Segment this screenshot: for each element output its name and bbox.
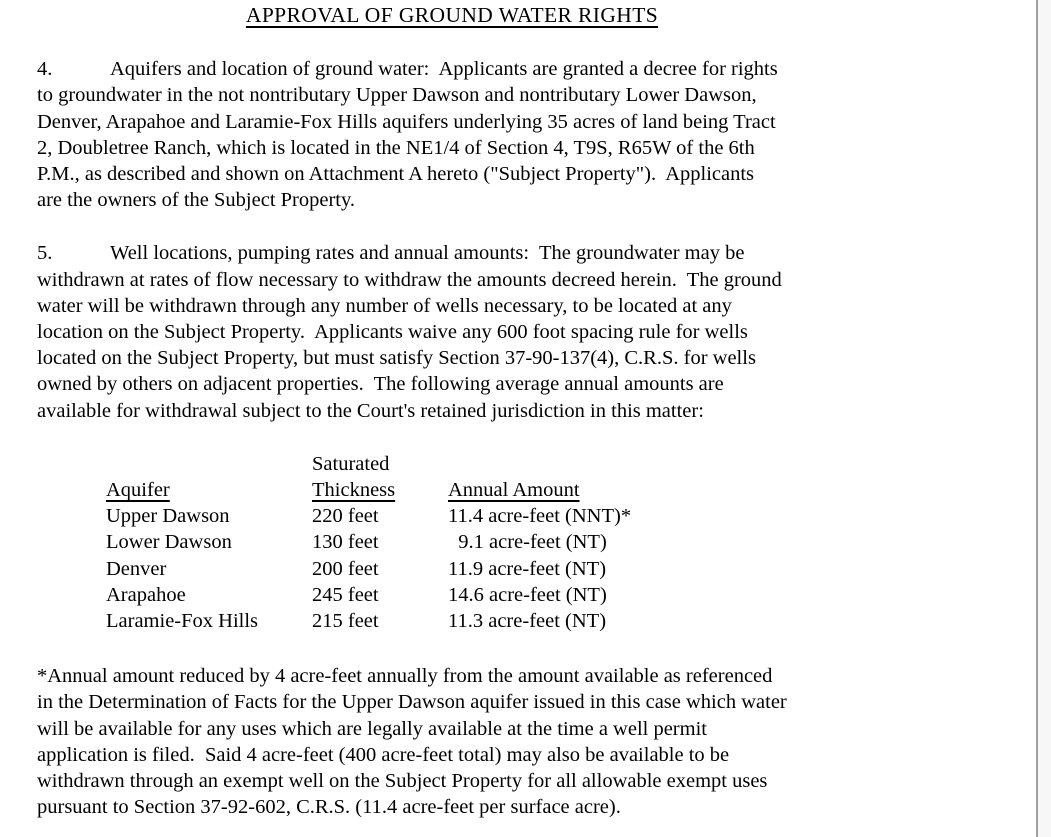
text-line: located on the Subject Property, but must satisfy Section 37-90-137(4), C.R.S. for wells (37, 347, 756, 370)
page-title: APPROVAL OF GROUND WATER RIGHTS (245, 3, 659, 27)
cell-amount: 11.9 acre-feet (NT) (448, 557, 607, 580)
text-line: withdrawn at rates of flow necessary to withdraw the amounts decreed herein. The ground (37, 268, 782, 291)
table-header-aquifer: Aquifer (106, 479, 170, 502)
table-header-row-1 (106, 451, 897, 477)
paragraph-number: 4. (37, 58, 53, 81)
text-line-content: Aquifers and location of ground water: Applicants are granted a decree for rights (110, 58, 778, 81)
paragraph-number: 5. (37, 242, 53, 265)
text-line: owned by others on adjacent properties. The following average annual amounts are (37, 373, 724, 396)
cell-thickness: 215 feet (312, 610, 379, 633)
cell-amount: 11.3 acre-feet (NT) (448, 610, 607, 633)
document-page (37, 2, 897, 820)
cell-aquifer: Denver (106, 557, 167, 580)
cell-thickness: 200 feet (312, 557, 379, 580)
text-line: will be available for any uses which are legally available at the time a well permit (37, 717, 707, 740)
text-line: P.M., as described and shown on Attachment A hereto ("Subject Property"). Applicants (37, 163, 755, 186)
table-header-saturated: Saturated (312, 452, 390, 475)
table-header-thickness: Thickness (312, 479, 396, 502)
table-header-annual-amount: Annual Amount (448, 479, 580, 502)
cell-aquifer: Lower Dawson (106, 531, 232, 554)
text-line: in the Determination of Facts for the Upper Dawson aquifer issued in this case which water (37, 691, 787, 714)
text-line: 2, Doubletree Ranch, which is located in the NE1/4 of Section 4, T9S, R65W of the 6th (37, 136, 755, 159)
title-row (37, 2, 867, 29)
paragraph-4 (37, 56, 897, 213)
table-header-row-2 (106, 477, 897, 503)
text-line: pursuant to Section 37-92-602, C.R.S. (11.4 acre-feet per surface acre). (37, 796, 621, 819)
text-line: to groundwater in the not nontributary Upper Dawson and nontributary Lower Dawson, (37, 84, 757, 107)
text-line: Denver, Arapahoe and Laramie-Fox Hills aquifers underlying 35 acres of land being Tract (37, 110, 776, 133)
text-line-content: Well locations, pumping rates and annual amounts: The groundwater may be (110, 242, 745, 265)
text-line: water will be withdrawn through any number of wells necessary, to be located at any (37, 294, 732, 317)
table-row (106, 582, 897, 608)
cell-aquifer: Upper Dawson (106, 505, 230, 528)
cell-thickness: 245 feet (312, 583, 379, 606)
text-line: withdrawn through an exempt well on the Subject Property for all allowable exempt uses (37, 770, 768, 793)
page-edge (1036, 0, 1051, 837)
cell-thickness: 220 feet (312, 505, 379, 528)
aquifer-table (106, 451, 897, 634)
cell-aquifer: Arapahoe (106, 583, 186, 606)
cell-amount: 9.1 acre-feet (NT) (448, 531, 607, 554)
cell-amount: 14.6 acre-feet (NT) (448, 583, 607, 606)
text-line: available for withdrawal subject to the Court's retained jurisdiction in this matter: (37, 399, 704, 422)
text-line: application is filed. Said 4 acre-feet (400 acre-feet total) may also be available to be (37, 743, 730, 766)
cell-amount: 11.4 acre-feet (NNT)* (448, 505, 632, 528)
cell-aquifer: Laramie-Fox Hills (106, 610, 259, 633)
text-line (37, 240, 897, 266)
table-row (106, 529, 897, 555)
text-line (37, 56, 897, 82)
table-header-spacer (106, 451, 312, 477)
footnote (37, 663, 897, 820)
table-row (106, 503, 897, 529)
text-line: location on the Subject Property. Applicants waive any 600 foot spacing rule for wells (37, 321, 748, 344)
cell-thickness: 130 feet (312, 531, 379, 554)
table-row (106, 608, 897, 634)
paragraph-5 (37, 240, 897, 423)
table-row (106, 556, 897, 582)
text-line: are the owners of the Subject Property. (37, 189, 356, 212)
text-line: *Annual amount reduced by 4 acre-feet annually from the amount available as referenced (37, 665, 773, 688)
